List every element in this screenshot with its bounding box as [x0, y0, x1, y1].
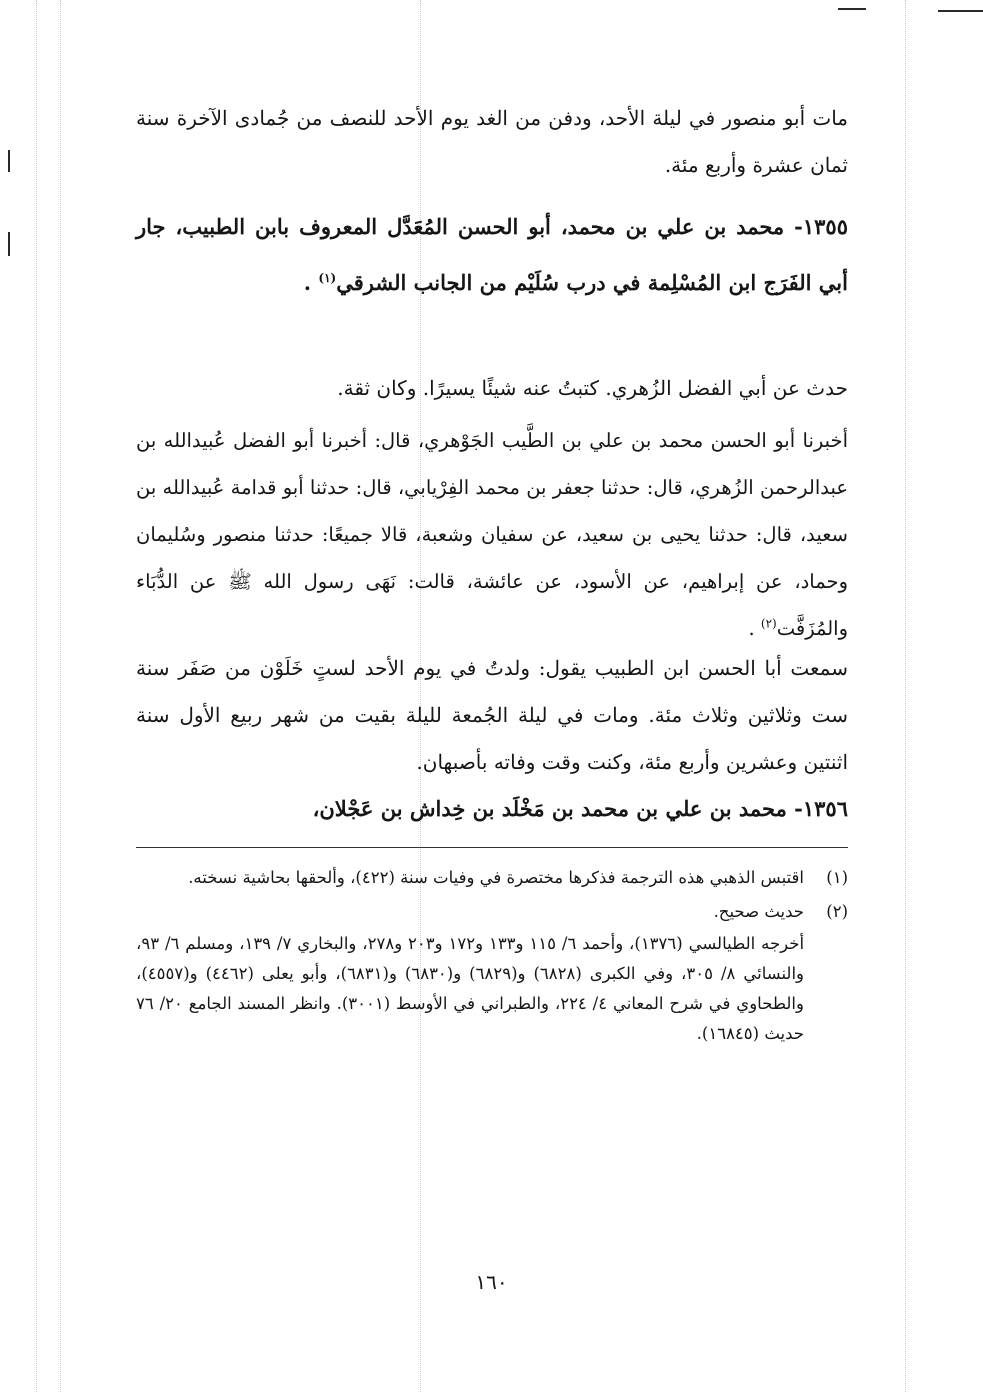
footnote-2-detail: أخرجه الطيالسي (١٣٧٦)، وأحمد ٦/ ١١٥ و١٣٣ و١٧٢ و٢٠٣ و٢٧٨، والبخاري ٧/ ١٣٩، ومسلم ٦/ ٩٣، والنسائي ٨/ ٣٠٥، وفي الكبرى (٦٨٢٨) و(٦٨٢٩) و(٦٨٣٠) و(٦٨٣١)، وأبو يعلى (٤٤٦٢) و(٤٥٥٧)، والطحاوي في شرح المعاني ٤/ ٢٢٤، والطبراني في الأوسط (٣٠٠١). وانظر المسند الجامع ٢٠/ ٧٦ حديث (١٦٨٤٥). — [136, 934, 805, 1043]
scan-mark-left — [8, 150, 10, 172]
biography-heading-1356: ١٣٥٦- محمد بن علي بن محمد بن مَخْلَد بن خِداش بن عَجْلان، — [312, 796, 848, 821]
scan-mark-top-right — [938, 10, 983, 12]
footnote-divider — [136, 847, 848, 848]
paragraph-death-abu-mansur: مات أبو منصور في ليلة الأحد، ودفن من الغد يوم الأحد للنصف من جُمادى الآخرة سنة ثمان عشرة وأربع مئة. — [136, 106, 849, 177]
footnote-ref-1[interactable]: (١) — [318, 271, 337, 285]
footnote-1-text: اقتبس الذهبي هذه الترجمة فذكرها مختصرة في وفيات سنة (٤٢٢)، وألحقها بحاشية نسخته. — [188, 868, 804, 887]
footnote-1-mark: (١) — [826, 868, 848, 887]
scan-dots-left-2 — [60, 0, 61, 1392]
paragraph-narration-note: حدث عن أبي الفضل الزُهري. كتبتُ عنه شيئًا يسيرًا. وكان ثقة. — [337, 376, 848, 400]
paragraph-birth-death: سمعت أبا الحسن ابن الطبيب يقول: ولدتُ في يوم الأحد لستٍ خَلَوْن من صَفَر سنة ست وثلاثين وثلاث مئة. ومات في ليلة الجُمعة لليلة بقيت من شهر ربيع الأول سنة اثنتين وعشرين وأربع مئة، وكنت وقت وفاته بأصبهان. — [136, 656, 848, 774]
footnote-2 — [136, 897, 848, 927]
paragraph-isnad: أخبرنا أبو الحسن محمد بن علي بن الطَّيب الجَوْهري، قال: أخبرنا أبو الفضل عُبيدالله بن عبدالرحمن الزُهري، قال: حدثنا جعفر بن محمد الفِرْيابي، قال: حدثنا أبو قدامة عُبيدالله بن سعيد، قال: حدثنا يحيى بن سعيد، عن سفيان وشعبة، قالا جميعًا: حدثنا منصور وسُليمان وحماد، عن إبراهيم، عن الأسود، عن عائشة، قالت: نَهَى رسول الله ﷺ عن الدُّبَاء والمُزَفَّت$^{(٢)}$ . — [136, 429, 848, 640]
scan-dots-right — [905, 0, 906, 1392]
page-number: ١٦٠ — [475, 1270, 508, 1294]
biography-heading-1355-text: ١٣٥٥- محمد بن علي بن محمد، أبو الحسن المُعَدَّل المعروف بابن الطبيب، جار أبي الفَرَج ابن المُسْلِمة في درب سُلَيْم من الجانب الشرقي — [136, 214, 848, 295]
footnotes-section — [136, 863, 848, 1049]
footnote-1 — [136, 863, 848, 893]
scan-mark-top — [838, 8, 866, 10]
footnote-ref-2[interactable]: (٢) — [760, 616, 777, 631]
scan-dots-left — [36, 0, 37, 1392]
scan-mark-left-2 — [8, 232, 10, 256]
biography-heading-1355: ١٣٥٥- محمد بن علي بن محمد، أبو الحسن المُعَدَّل المعروف بابن الطبيب، جار أبي الفَرَج ابن المُسْلِمة في درب سُلَيْم من الجانب الشرقي$^{(١)}$ . — [136, 214, 848, 295]
footnote-2-text: حديث صحيح. — [713, 902, 804, 921]
footnote-2-mark: (٢) — [826, 902, 848, 921]
paragraph-isnad-text: أخبرنا أبو الحسن محمد بن علي بن الطَّيب الجَوْهري، قال: أخبرنا أبو الفضل عُبيدالله بن عبدالرحمن الزُهري، قال: حدثنا جعفر بن محمد الفِرْيابي، قال: حدثنا أبو قدامة عُبيدالله بن سعيد، قال: حدثنا يحيى بن سعيد، عن سفيان وشعبة، قالا جميعًا: حدثنا منصور وسُليمان وحماد، عن إبراهيم، عن الأسود، عن عائشة، قالت: نَهَى رسول الله ﷺ عن الدُّبَاء والمُزَفَّت — [136, 429, 848, 640]
